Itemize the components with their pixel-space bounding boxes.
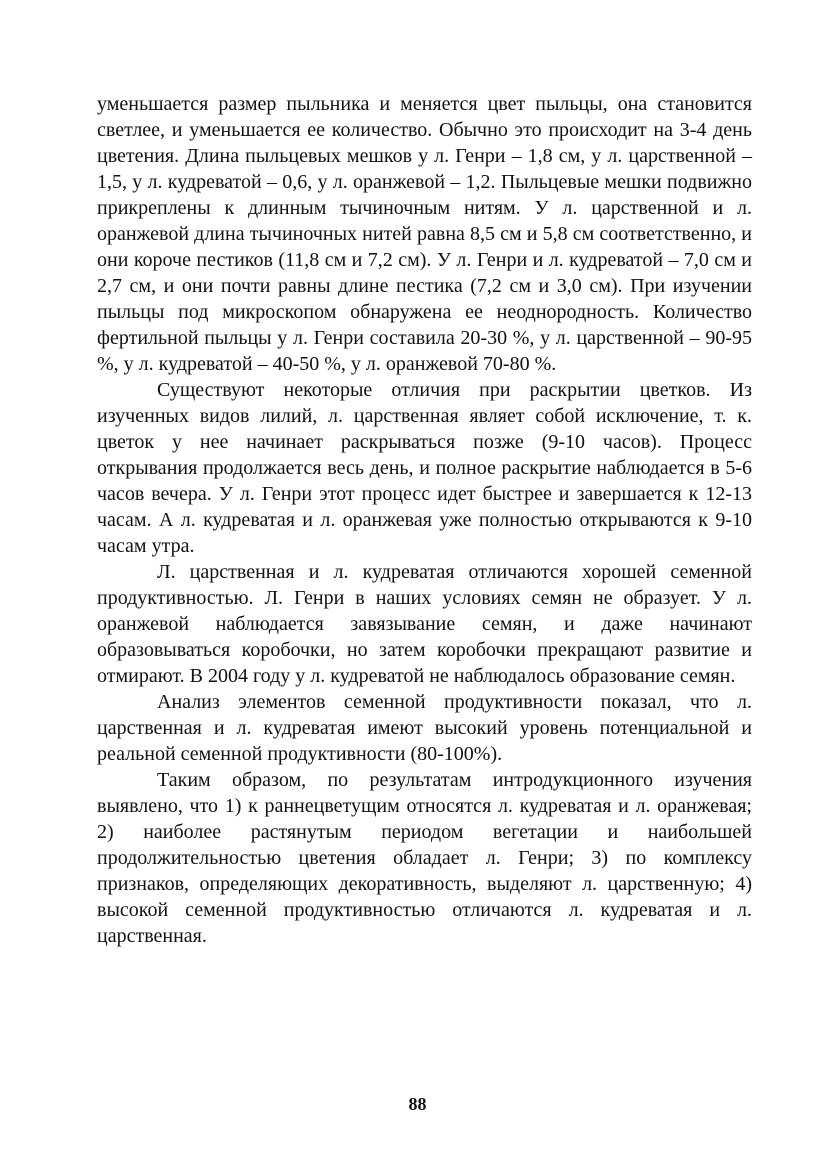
paragraph-continuation: уменьшается размер пыльника и меняется цвет пыльцы, она становится светлее, и уменьшается ее количество. Обычно это происходит на 3-4 день цветения. Длина пыльцевых мешков у л. Генри – 1,8 см, у л. царственной – 1,5, у л. кудреватой – 0,6, у л. оранжевой – 1,2. Пыльцевые мешки подвижно прикреплены к длинным тычиночным нитям. У л. царственной и л. оранжевой длина тычиночных нитей равна 8,5 см и 5,8 см соответственно, и они короче пестиков (11,8 см и 7,2 см). У л. Генри и л. кудреватой – 7,0 см и 2,7 см, и они почти равны длине пестика (7,2 см и 3,0 см). При изучении пыльцы под микроскопом обнаружена ее неоднородность. Количество фертильной пыльцы у л. Генри составила 20-30 %, у л. царственной – 90-95 %, у л. кудреватой – 40-50 %, у л. оранжевой 70-80 %.	[97, 93, 752, 375]
paragraph-productivity-analysis: Анализ элементов семенной продуктивности показал, что л. царственная и л. кудреватая имеют высокий уровень потенциальной и реальной семенной продуктивности (80-100%).	[97, 691, 752, 765]
paragraph-seed-productivity: Л. царственная и л. кудреватая отличаются хорошей семенной продуктивностью. Л. Генри в наших условиях семян не образует. У л. оранжевой наблюдается завязывание семян, и даже начинают образовываться коробочки, но затем коробочки прекращают развитие и отмирают. В 2004 году у л. кудреватой не наблюдалось образование семян.	[97, 561, 752, 687]
paragraph-flower-opening: Существуют некоторые отличия при раскрытии цветков. Из изученных видов лилий, л. царственная являет собой исключение, т. к. цветок у нее начинает раскрываться позже (9-10 часов). Процесс открывания продолжается весь день, и полное раскрытие наблюдается в 5-6 часов вечера. У л. Генри этот процесс идет быстрее и завершается к 12-13 часам. А л. кудреватая и л. оранжевая уже полностью открываются к 9-10 часам утра.	[97, 379, 752, 557]
paragraph-conclusion: Таким образом, по результатам интродукционного изучения выявлено, что 1) к раннецветущим относятся л. кудреватая и л. оранжевая; 2) наиболее растянутым периодом вегетации и наибольшей продолжительностью цветения обладает л. Генри; 3) по комплексу признаков, определяющих декоративность, выделяют л. царственную; 4) высокой семенной продуктивностью отличаются л. кудреватая и л. царственная.	[97, 769, 752, 947]
body-text	[97, 91, 752, 949]
page-number: 88	[408, 1094, 427, 1114]
